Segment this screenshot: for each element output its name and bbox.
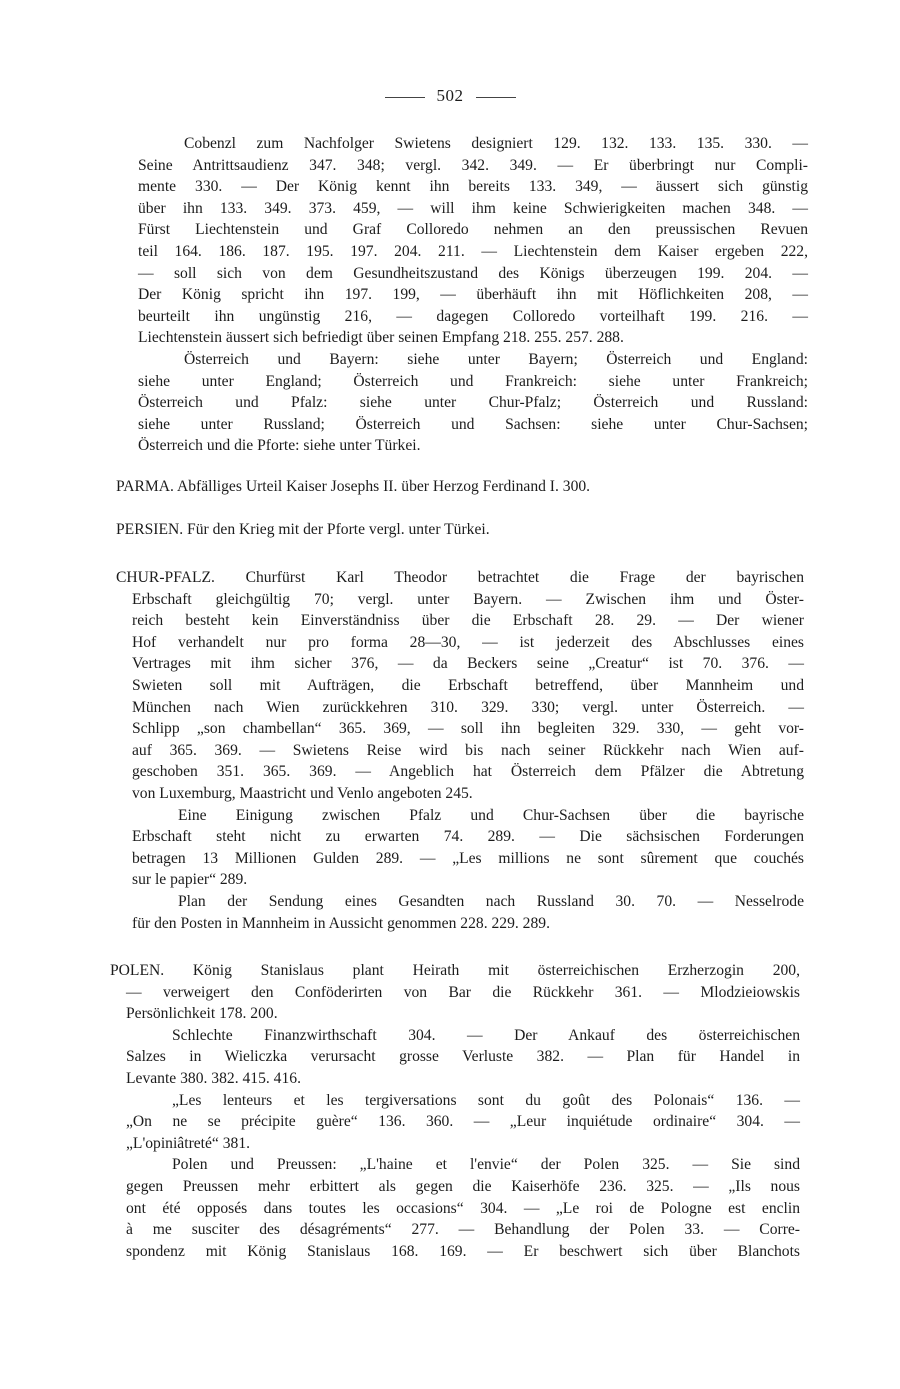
text-line: München nach Wien zurückkehren 310. 329. 330; vergl. unter Österreich. — — [132, 698, 804, 716]
text-line: POLEN. König Stanislaus plant Heirath mit österreichischen Erzherzogin 200, — [110, 962, 800, 979]
text-line: ont été opposés dans toutes les occasions“ 304. — „Le roi de Pologne est enclin — [126, 1199, 800, 1217]
text-line: Persönlichkeit 178. 200. — [126, 1005, 278, 1023]
text-line: Schlipp „son chambellan“ 365. 369, — soll ihn begleiten 329. 330, — geht vor- — [132, 720, 804, 738]
text-line: spondenz mit König Stanislaus 168. 169. — Er beschwert sich über Blanchots — [126, 1242, 800, 1260]
header-rule-left — [385, 97, 425, 98]
entry-cobenzl — [138, 133, 808, 457]
text-line: Cobenzl zum Nachfolger Swietens designiert 129. 132. 133. 135. 330. — — [184, 135, 808, 152]
text-line: PARMA. Abfälliges Urteil Kaiser Josephs II. über Herzog Ferdinand I. 300. — [116, 478, 591, 495]
text-line: reich besteht kein Einverständniss über die Erbschaft 28. 29. — Der wiener — [132, 612, 804, 630]
text-line: Österreich und Bayern: siehe unter Bayern; Österreich und England: — [184, 350, 808, 368]
text-line: Eine Einigung zwischen Pfalz und Chur-Sachsen über die bayrische — [178, 806, 804, 824]
text-line: PERSIEN. Für den Krieg mit der Pforte vergl. unter Türkei. — [116, 521, 490, 538]
text-line: Swieten soll mit Aufträgen, die Erbschaft betreffend, über Mannheim und — [132, 676, 804, 694]
text-line: beurteilt ihn ungünstig 216, — dagegen Colloredo vorteilhaft 199. 216. — — [138, 307, 808, 325]
text-line: Polen und Preussen: „L'haine et l'envie“ der Polen 325. — Sie sind — [172, 1156, 800, 1174]
text-line: betragen 13 Millionen Gulden 289. — „Les millions ne sont sûrement que couchés — [132, 849, 804, 867]
text-line: „On ne se précipite guère“ 136. 360. — „Leur inquiétude ordinaire“ 304. — — [126, 1113, 800, 1131]
text-line: — soll sich von dem Gesundheitszustand des Königs überzeugen 199. 204. — — [138, 264, 808, 282]
entry-persien — [116, 519, 808, 541]
text-line: siehe unter Russland; Österreich und Sachsen: siehe unter Chur-Sachsen; — [138, 415, 808, 433]
text-line: Der König spricht ihn 197. 199, — überhäuft ihn mit Höflichkeiten 208, — — [138, 286, 808, 304]
text-line: Levante 380. 382. 415. 416. — [126, 1069, 301, 1087]
text-line: „Les lenteurs et les tergiversations sont du goût des Polonais“ 136. — — [172, 1091, 800, 1109]
text-line: Liechtenstein äussert sich befriedigt über seinen Empfang 218. 255. 257. 288. — [138, 329, 624, 347]
text-line: Seine Antrittsaudienz 347. 348; vergl. 342. 349. — Er überbringt nur Compli- — [138, 156, 808, 174]
text-line: teil 164. 186. 187. 195. 197. 204. 211. — Liechtenstein dem Kaiser ergeben 222, — [138, 242, 808, 260]
text-line: auf 365. 369. — Swietens Reise wird bis nach seiner Rückkehr nach Wien auf- — [132, 741, 804, 759]
text-line: Vertrages mit ihm sicher 376, — da Beckers seine „Creatur“ ist 70. 376. — — [132, 655, 804, 673]
entry-polen — [110, 960, 800, 1262]
text-line: Schlechte Finanzwirthschaft 304. — Der Ankauf des österreichischen — [172, 1026, 800, 1044]
text-line: für den Posten in Mannheim in Aussicht genommen 228. 229. 289. — [132, 914, 550, 932]
text-line: Plan der Sendung eines Gesandten nach Russland 30. 70. — Nesselrode — [178, 892, 804, 910]
text-line: Fürst Liechtenstein und Graf Colloredo nehmen an den preussischen Revuen — [138, 221, 808, 239]
text-line: geschoben 351. 365. 369. — Angeblich hat Österreich dem Pfälzer die Abtretung — [132, 763, 804, 781]
header-rule-right — [476, 97, 516, 98]
text-line: siehe unter England; Österreich und Frankreich: siehe unter Frankreich; — [138, 372, 808, 390]
text-line: über ihn 133. 349. 373. 459, — will ihm keine Schwierigkeiten machen 348. — — [138, 199, 808, 217]
text-line: mente 330. — Der König kennt ihn bereits 133. 349, — äussert sich günstig — [138, 178, 808, 196]
page-number: 502 — [436, 86, 464, 105]
text-line: Erbschaft steht nicht zu erwarten 74. 289. — Die sächsischen Forderungen — [132, 828, 804, 846]
text-line: Österreich und die Pforte: siehe unter Türkei. — [138, 437, 421, 455]
text-line: Österreich und Pfalz: siehe unter Chur-Pfalz; Österreich und Russland: — [138, 394, 808, 412]
entry-parma — [116, 476, 808, 498]
page-header — [0, 86, 900, 106]
text-line: von Luxemburg, Maastricht und Venlo angeboten 245. — [132, 784, 473, 802]
text-line: sur le papier“ 289. — [132, 871, 248, 889]
entry-chur-pfalz — [116, 567, 804, 934]
text-line: CHUR-PFALZ. Churfürst Karl Theodor betrachtet die Frage der bayrischen — [116, 569, 804, 586]
text-line: — verweigert den Conföderirten von Bar die Rückkehr 361. — Mlodzieiowskis — [126, 983, 800, 1001]
text-line: Hof verhandelt nur pro forma 28—30, — ist jederzeit des Abschlusses eines — [132, 633, 804, 651]
text-line: gegen Preussen mehr erbittert als gegen die Kaiserhöfe 236. 325. — „Ils nous — [126, 1177, 800, 1195]
text-line: Erbschaft gleichgültig 70; vergl. unter Bayern. — Zwischen ihm und Öster- — [132, 590, 804, 608]
text-line: à me susciter des désagréments“ 277. — Behandlung der Polen 33. — Corre- — [126, 1221, 800, 1239]
text-line: „L'opiniâtreté“ 381. — [126, 1134, 251, 1152]
text-line: Salzes in Wieliczka verursacht grosse Verluste 382. — Plan für Handel in — [126, 1048, 800, 1066]
